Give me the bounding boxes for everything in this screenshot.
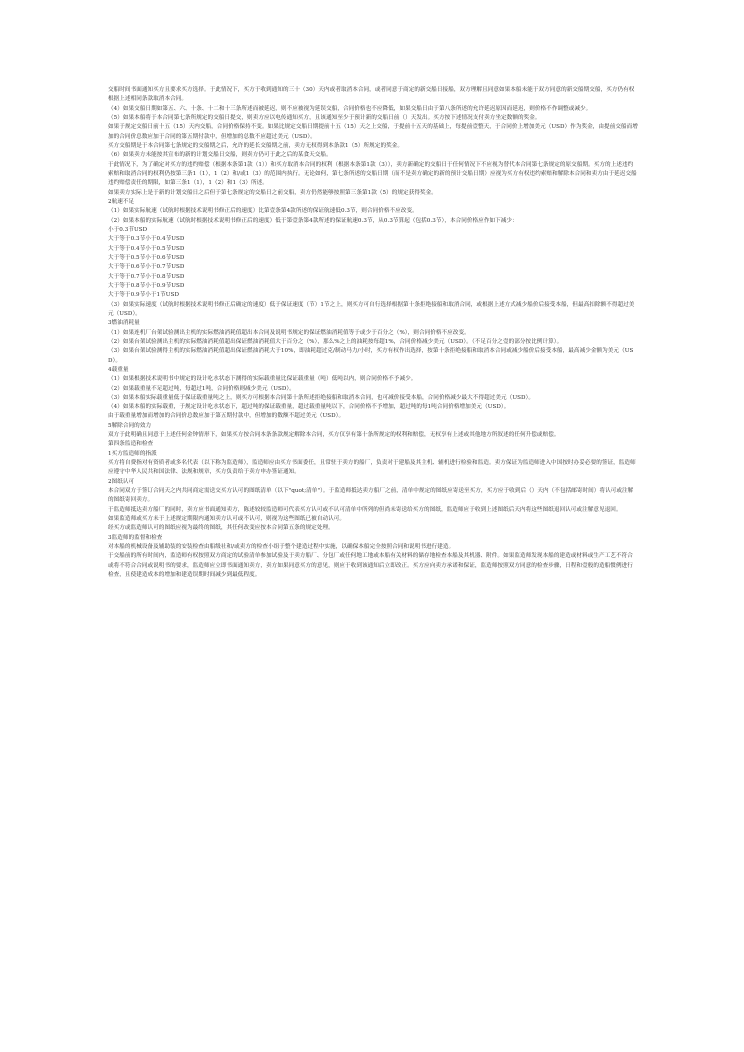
paragraph: （3）如果台架试验测得主机的实际燃油消耗值超出保证燃油消耗大于10%，即油耗超过克/制动马力/小时，买方有权作出选择，按第十条拒绝接船和取消本合同或减少船价后接受本船，最高减少金额为美元（USD）。 (108, 348, 634, 364)
paragraph: 2图纸认可 (108, 478, 135, 485)
paragraph: 经买方或监造师认可的图纸应视为最终的图纸，其任何改变应按本合同第五条的规定处理。 (108, 525, 334, 532)
paragraph: 第四条监造和检查 (108, 441, 154, 448)
paragraph: 如果卖方实际上是于新的计划交船日之后但于第七条规定的交船日之前交船，卖方仍然能够按照第三条第1款（5）的规定获得奖金。 (108, 189, 437, 196)
paragraph: （1）如果实际航速（试航时根据技术说明书修正后的速度）比第壹条第4款所述的保证航速低0.3节，则合同价格不应改变。 (108, 208, 418, 215)
paragraph: 1买方监造师的指派 (108, 450, 157, 457)
paragraph: （1）如果连机厂台架试验测出主机的实际燃油消耗值超出本合同及说明书规定的保证燃油消耗值等于或少于百分之（%），则合同价格不应改变。 (108, 329, 470, 336)
paragraph: 4载重量 (108, 366, 129, 373)
document-page (108, 86, 638, 580)
paragraph: 如果于规定交船日前十五（15）天内交船，合同价格保持不变。如果比规定交船日期提前十五（15）天之上交船，于提前十五天的基础上，每提前壹整天，于合同价上增加美元（USD）作为奖金，由提前交船而增加的合同价总数应加于合同的第五期付款中，但增加的总数不应超过美元（USD）。 (108, 124, 638, 140)
paragraph: 由于载重量增加而增加的合同价总数应加于第五期付款中，但增加的数额不超过美元（USD）。 (108, 413, 345, 420)
paragraph: （2）如果载重量不足超过吨，每超过1吨，合同价格则减少美元（USD）。 (108, 385, 295, 392)
paragraph: 大于等于0.6节小于0.7节USD (108, 264, 185, 271)
paragraph: （4）如果本船的实际载重，于规定设计吃水状态下，超过吨的保证载重量，超过载重量吨以下，合同价格不予增加，超过吨的每1吨合同价格增加美元（USD）。 (108, 404, 510, 411)
paragraph: 于监造师抵达卖方船厂的同时，卖方应书面通知卖方，陈述较较监造师可代表买方认可或不认可清单中所列的但尚未寄送给买方的图纸，监造师应于收到上述图纸后天内将这些图纸退回认可或注解意见退回。 (108, 506, 622, 513)
paragraph: （3）如果本船实际载重量低于保证载重量吨之上，则买方可根据本合同第十条所述拒绝接船和取消本合同，也可减价接受本船，合同价格减少最大不得超过美元（USD）。 (108, 394, 534, 401)
paragraph: （4）如果交船日期如第五、六、十条、十二和十三条所述而被延迟，则不应被视为延误交船，合同价格也不应降低，如果交船日由于第八条所述的允许延迟原因而延迟，则价格不作调整或减少。 (108, 105, 592, 112)
paragraph: 对本船的机械设备及辅助装的安装检查由船级社和/或卖方的检查小组于整个建造过程中实施，以确保本船完全按照合同和说明书进行建造。 (108, 544, 455, 551)
paragraph: （2）如果台架试验测出主机的实际燃油消耗值超出保证燃油消耗值大于百分之（%），那么%之上的油耗按每超1%，合同价格减少美元（USD）。（不足百分之壹的部分按比例计算）。 (108, 338, 563, 345)
paragraph: 5解除合同的效力 (108, 422, 152, 429)
paragraph: 如果监造师或买方未于上述规定期限内通知卖方认可或不认可，则视为这些图纸已被自动认可。 (108, 516, 346, 523)
paragraph: （6）如果卖方未能按其宣布的新的计划交船日交船，则卖方仍可于此之后的某食天交船。 (108, 152, 332, 159)
paragraph: 3燃油消耗量 (108, 320, 140, 327)
paragraph: 本合同双方于签订合同天之内共同商定需送交买方认可的图纸清单（以下"quot;清单"）。于监造师抵达卖方船厂之前，清单中规定的图纸应寄送至买方，买方应于收到后（）天内（不包括邮寄时间）将认可或注解的图纸寄回卖方。 (108, 488, 634, 504)
paragraph: 2航速不足 (108, 198, 135, 205)
paragraph: 买方交船期是于本合同第七条规定的交船期之后，允许的延长交船期之前，卖方无权得到本条款1（5）所规定的奖金。 (108, 142, 404, 149)
paragraph: 买方将自费指对有资质者或多名代表（以下称为监造师），监造师应由买方书面委任，且常驻于卖方的船厂，负责对于建船及其主机、辅机进行检验和监造。卖方保证为监造师进入中国按时办妥必要的签证，监造师应遵守中华人民共和国法律、法规和规章，买方负责给于卖方申办签证通知。 (108, 460, 636, 476)
paragraph: 大于等于0.5节小于0.6节USD (108, 254, 185, 261)
paragraph: 大于等于0.3节小于0.4节USD (108, 236, 185, 243)
paragraph: 大于等于0.7节小于0.8节USD (108, 273, 185, 280)
paragraph: （3）如果实际速度（试航时根据技术说明书修正后确定的速度）低于保证速度（节）1节之上，则买方可自行选择根据第十条拒绝接船和取消合同，或根据上述方式减少船价后接受本船，但最高扣除额不得超过美元（USD）。 (108, 301, 635, 317)
paragraph: 交船时间书面通知买方且要求买方选择。于此情况下，买方于收到通知的三十（30）天内或者取消本合同，或者同意于商定的新交船日接船，双方理解且同意如果本船未能于双方同意的新交船期交船，买方仍有权根据上述相同条款取消本合同。 (108, 87, 635, 103)
paragraph: （2）如果本船的实际航速（试航时根据技术说明书修正后的速度）低于第壹条第4款所述的保证航速0.3节，从0.3节算起（包括0.3节），本合同价格应作如下减少： (108, 217, 518, 224)
paragraph: 大于等于0.9节小于1节USD (108, 292, 179, 299)
paragraph: 小于0.3节USD (108, 226, 148, 233)
paragraph: 3监造师的监督和检查 (108, 534, 163, 541)
paragraph: 于此情况下，为了确定对买方的违约赔偿（根据本条第1款（1））和买方取消本合同的权利（根据本条第1款（3）），卖方新确定的交船日于任何情况下不应视为替代本合同第七条规定的原交船期。买方的上述违约索赔和取消合同的权利仍按第三条1（1），1（2）和/或1（3）的范围内执行。无论如何，第七条所述的交船日期（而不是卖方确定的新的预计交船日期）应视为买方有权违约索赔和解除本合同和卖方由于延迟交船违约赔偿责任的期限，如第三条1（1），1（2）和1（3）所述。 (108, 161, 637, 187)
paragraph: 双方于此明确且同意于上述任何金钟情形下，如果买方按合同本条条款规定解除本合同，买方仅享有第十条所规定的权利和赔偿，无权享有上述或其他地方所叙述的任何升偿或赔偿。 (108, 432, 560, 439)
paragraph: （5）如果本船将于本合同第七条所规定的交船日提交，则卖方应以电传通知买方，且该通知至少于预计新的交船日前（）天发出。买方按下述情况支付卖方坐定数额的奖金。 (108, 114, 541, 121)
paragraph: 大于等于0.8节小于0.9节USD (108, 282, 185, 289)
paragraph: （1）如果根据技术说明书中规定的设计吃水状态下测得的实际载重量比保证载重量（吨）低吨以内，则合同价格不予减少。 (108, 376, 417, 383)
paragraph: 于交船前的所有时间内，监造师有权按照双方商定的试验清单参加试验及于卖方船厂、分包厂或任何地工地或本船有关材料的储存地检查本船及其机器、附件。如果监造师发现本船的建造或材料或生产工艺不符合或将不符合合同或说明书的要求，监造师应立即书面通知卖方，卖方如果同意买方的意见，则应于收到该通知后立即改正。买方应向卖方承诺和保证，监造师按照双方同意的检查步骤，日程和壹般的造船惯例进行检查，且使建造成本的增加和建造误期时间减少到最低程度。 (108, 553, 633, 579)
paragraph: 大于等于0.4节小于0.5节USD (108, 245, 185, 252)
